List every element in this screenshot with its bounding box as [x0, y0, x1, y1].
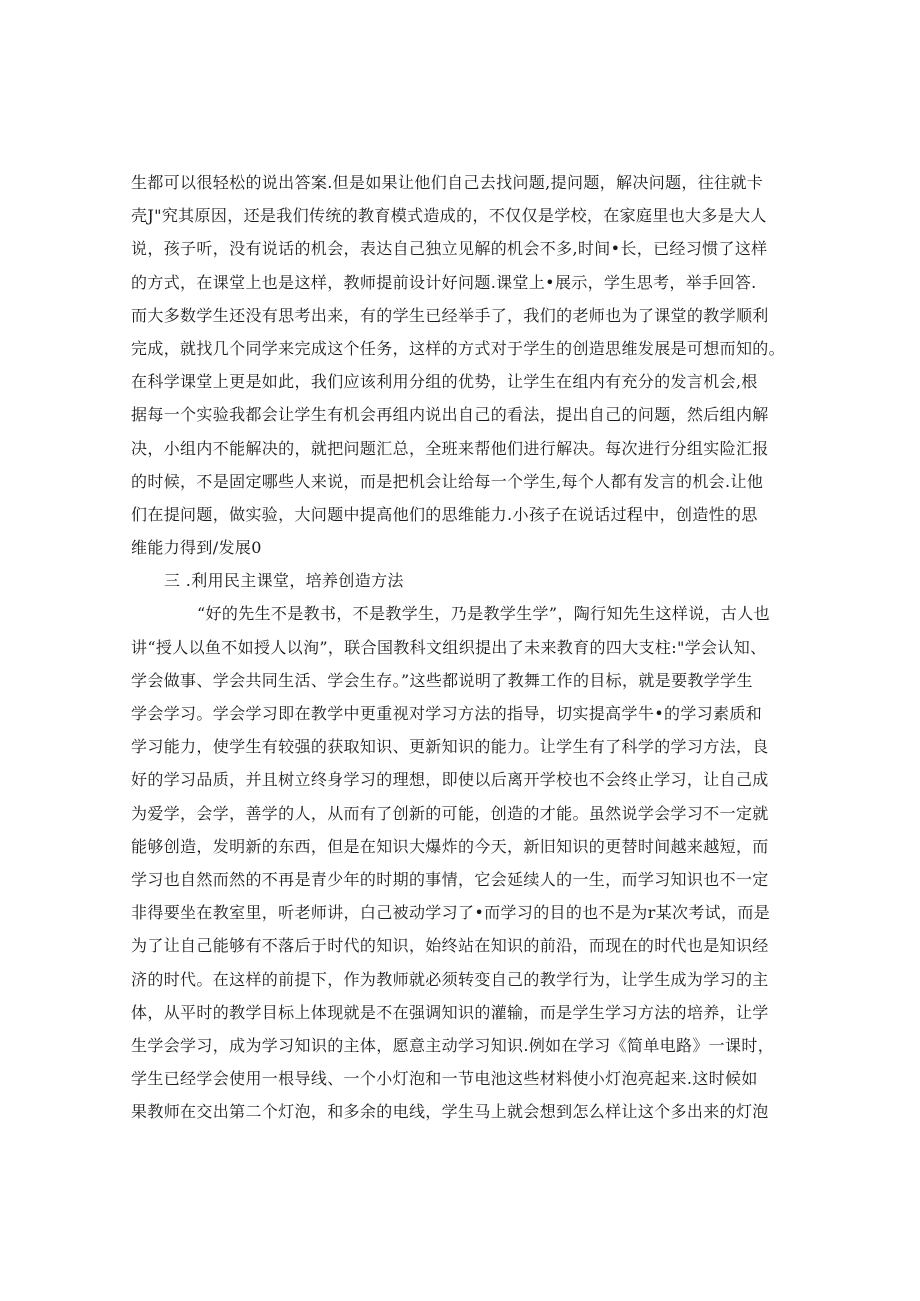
text-line: 在科学课堂上更是如此，我们应该利用分组的优势，让学生在组内有充分的发言机会,根	[131, 372, 758, 392]
text-line: 的方式，在课堂上也是这样，教师提前设计好问题.课堂上•展示，学生思考，举手回答.	[131, 272, 757, 292]
text-line: 学习也自然而然的不再是青少年的时期的事情，它会延续人的一生，而学习知识也不一定	[131, 869, 769, 889]
text-line: 们在提问题，做实验，大问题中提高他们的思维能力.小孩子在说话过程中，创造性的思	[131, 504, 758, 524]
text-line: 能够创造，发明新的东西，但是在知识大爆炸的今天，新旧知识的更替时间越来越短，而	[131, 836, 769, 856]
text-line: 决，小组内不能解决的，就把问题汇总，全班来帮他们进行解决。每次进行分组实险汇报	[131, 438, 769, 458]
text-line: 而大多数学生还没有思考出来，有的学生已经举手了，我们的老师也为了课堂的教学顺利	[131, 305, 769, 325]
text-line: 学会学习。学会学习即在教学中更重视对学习方法的指导，切实提高学牛•的学习素质和	[131, 704, 763, 723]
text-line: 据每一个实验我都会让学生有机会再组内说出自己的看法，提出自己的问题，然后组内解	[131, 405, 769, 425]
text-line: 非得要坐在教室里，听老师讲，白己被动学习了•而学习的目的也不是为r某次考试，而是	[131, 903, 771, 923]
text-line: 为了让自己能够有不落后于时代的知识，始终站在知识的前沿，而现在的时代也是知识经	[131, 936, 769, 956]
text-line: 维能力得到/发展0	[131, 538, 262, 558]
paragraph-first-line: “好的先生不是教书，不是教学生，乃是教学生学”，陶行知先生这样说，古人也	[197, 604, 770, 624]
body-text	[131, 166, 796, 1128]
section-heading: 三 .利用民主课堂，培养创造方法	[164, 571, 404, 591]
text-line: 完成，就找几个同学来完成这个任务，这样的方式对于学生的创造思维发展是可想而知的。	[131, 338, 786, 358]
text-line: 讲“授人以鱼不如授人以洵”，联合国教科文组织提出了未来教育的四大支柱:"学会认知、	[131, 637, 767, 657]
text-line: 学会做事、学会共同生活、学会生存。”这些都说明了教舞工作的目标，就是要教学学生	[131, 670, 753, 690]
text-line: 说，孩子听，没有说话的机会，表达自己独立见解的机会不多,时间•长，已经习惯了这样	[131, 239, 768, 259]
text-line: 壳J"究其原因，还是我们传统的教育模式造成的，不仅仅是学校，在家庭里也大多是大人	[131, 206, 767, 226]
text-line: 为爱学，会学，善学的人，从而有了创新的可能，创造的才能。虽然说学会学习不一定就	[131, 803, 769, 823]
text-line: 济的时代。在这样的前提下，作为教师就必须转变自己的教学行为，让学生成为学习的主	[131, 969, 769, 989]
text-line: 好的学习品质，并且树立终身学习的理想，即使以后离开学校也不会终止学习，让自己成	[131, 770, 769, 790]
text-line: 生都可以很轻松的说出答案.但是如果让他们自己去找问题,提问题，解决问题，往往就卡	[131, 173, 764, 192]
text-line: 生学会学习，成为学习知识的主体，愿意主动学习知识.例如在学习《简单电路》一课时，	[131, 1035, 775, 1055]
text-line: 学习能力，使学生有较强的获取知识、更新知识的能力。让学生有了科学的学习方法，良	[131, 737, 769, 757]
text-line: 体，从平时的教学目标上体现就是不在强调知识的灌输，而是学生学习方法的培养，让学	[131, 1002, 769, 1022]
text-line: 果教师在交出第二个灯泡，和多余的电线，学生马上就会想到怎么样让这个多出来的灯泡	[131, 1102, 769, 1122]
text-line: 学生已经学会使用一根导线、一个小灯泡和一节电池这些材料使小灯泡亮起来.这时候如	[131, 1069, 758, 1089]
text-line: 的时候，不是固定哪些人来说，而是把机会让给每一个学生,每个人都有发言的机会.让他	[131, 471, 764, 491]
